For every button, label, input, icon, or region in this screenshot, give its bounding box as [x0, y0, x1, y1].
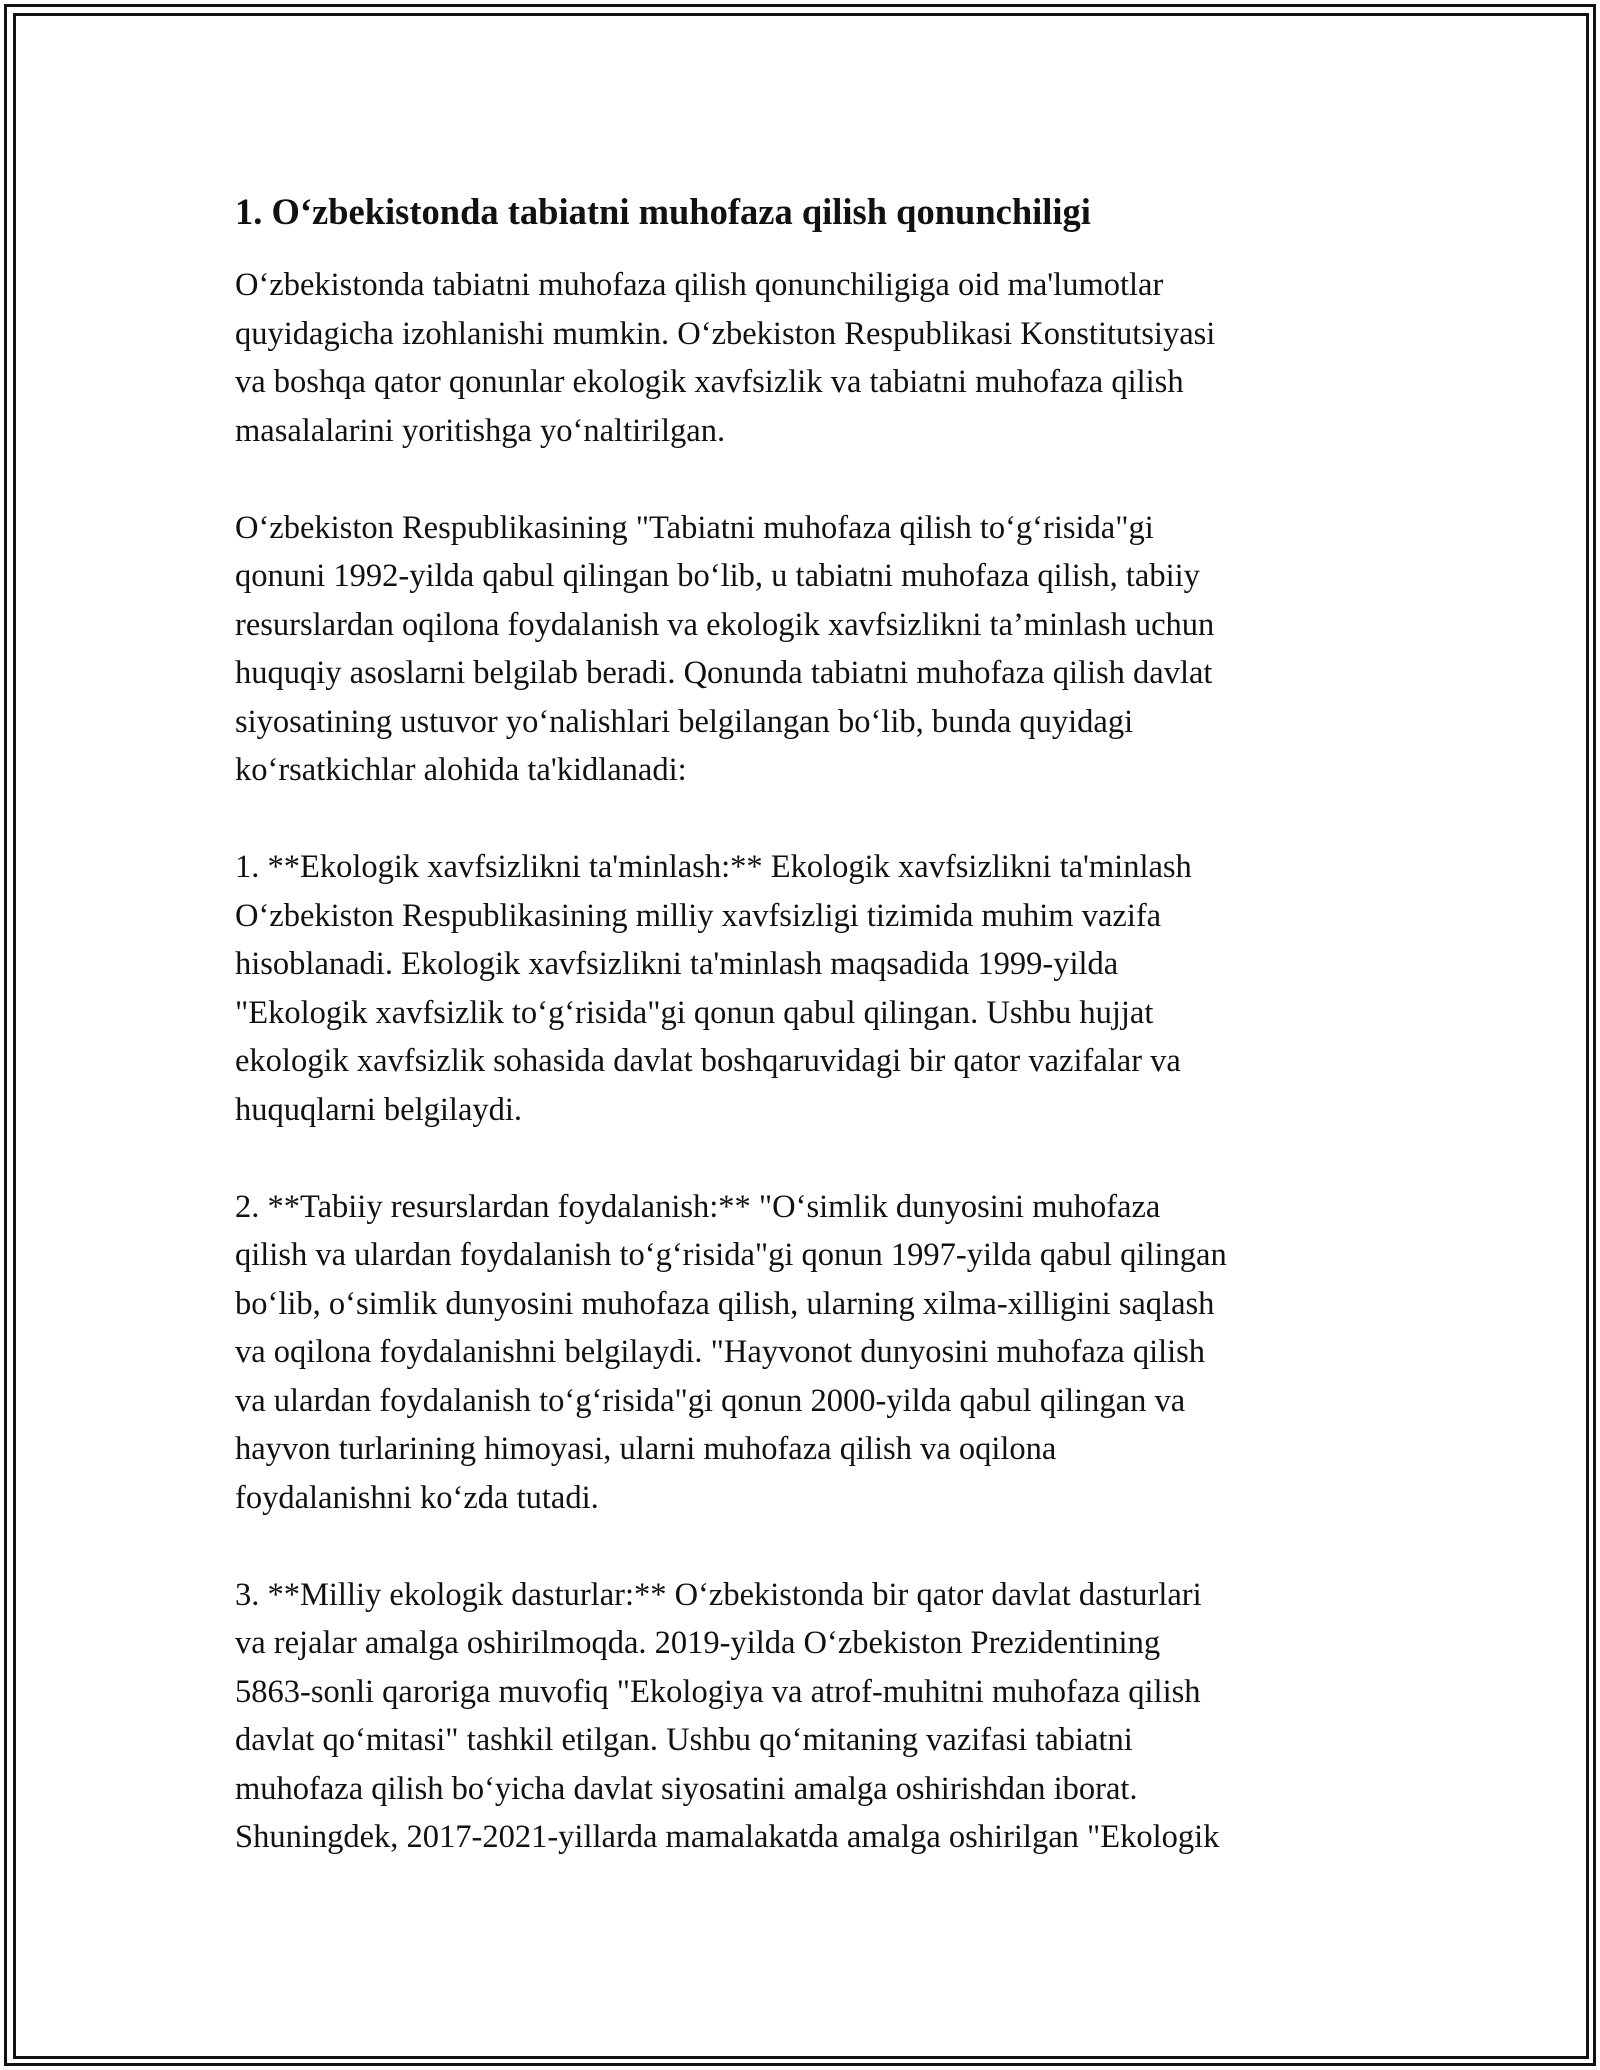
paragraph-law-1992 — [235, 504, 1375, 795]
text-line: va boshqa qator qonunlar ekologik xavfsizlik va tabiatni muhofaza qilish — [235, 364, 1184, 400]
text-line: 3. **Milliy ekologik dasturlar:** O‘zbekistonda bir qator davlat dasturlari — [235, 1576, 1202, 1613]
text-line: O‘zbekiston Respublikasining milliy xavfsizligi tizimida muhim vazifa — [235, 897, 1162, 934]
text-line: huquqlarni belgilaydi. — [235, 1091, 523, 1128]
text-line: quyidagicha izohlanishi mumkin. O‘zbekiston Respublikasi Konstitutsiyasi — [235, 315, 1216, 352]
list-item-national-programs — [235, 1571, 1375, 1862]
text-line: muhofaza qilish bo‘yicha davlat siyosatini amalga oshirishdan iborat. — [235, 1770, 1138, 1807]
text-line: va oqilona foydalanishni belgilaydi. "Hayvonot dunyosini muhofaza qilish — [235, 1334, 1206, 1370]
text-line: ekologik xavfsizlik sohasida davlat boshqaruvidagi bir qator vazifalar va — [235, 1043, 1181, 1079]
text-line: hisoblanadi. Ekologik xavfsizlikni ta'minlash maqsadida 1999-yilda — [235, 946, 1119, 982]
text-line: ko‘rsatkichlar alohida ta'kidlanadi: — [235, 752, 687, 788]
list-item-natural-resources — [235, 1183, 1375, 1523]
text-line: hayvon turlarining himoyasi, ularni muhofaza qilish va oqilona — [235, 1431, 1057, 1467]
paragraph-intro — [235, 261, 1375, 455]
text-line: bo‘lib, o‘simlik dunyosini muhofaza qilish, ularning xilma-xilligini saqlash — [235, 1285, 1215, 1322]
text-line: masalalarini yoritishga yo‘naltirilgan. — [235, 412, 726, 449]
text-line: 2. **Tabiiy resurslardan foydalanish:** "O‘simlik dunyosini muhofaza — [235, 1188, 1161, 1225]
text-line: va rejalar amalga oshirilmoqda. 2019-yilda O‘zbekiston Prezidentining — [235, 1625, 1161, 1661]
text-line: qonuni 1992-yilda qabul qilingan bo‘lib, u tabiatni muhofaza qilish, tabiiy — [235, 558, 1200, 594]
text-line: siyosatining ustuvor yo‘nalishlari belgilangan bo‘lib, bunda quyidagi — [235, 703, 1134, 740]
text-line: O‘zbekiston Respublikasining "Tabiatni muhofaza qilish to‘g‘risida"gi — [235, 509, 1154, 546]
document-title: 1. O‘zbekistonda tabiatni muhofaza qilish qonunchiligi — [235, 191, 1091, 232]
text-line: O‘zbekistonda tabiatni muhofaza qilish qonunchiligiga oid ma'lumotlar — [235, 267, 1164, 303]
list-item-ecological-security — [235, 843, 1375, 1134]
text-line: resurslardan oqilona foydalanish va ekologik xavfsizlikni ta’minlash uchun — [235, 606, 1215, 643]
text-line: 1. **Ekologik xavfsizlikni ta'minlash:** Ekologik xavfsizlikni ta'minlash — [235, 849, 1192, 885]
text-line: huquqiy asoslarni belgilab beradi. Qonunda tabiatni muhofaza qilish davlat — [235, 655, 1213, 691]
text-line: va ulardan foydalanish to‘g‘risida"gi qonun 2000-yilda qabul qilingan va — [235, 1382, 1186, 1419]
text-line: 5863-sonli qaroriga muvofiq "Ekologiya va atrof-muhitni muhofaza qilish — [235, 1673, 1201, 1710]
text-line: "Ekologik xavfsizlik to‘g‘risida"gi qonun qabul qilingan. Ushbu hujjat — [235, 994, 1154, 1031]
document-body — [235, 188, 1375, 1910]
text-line: Shuningdek, 2017-2021-yillarda mamalakatda amalga oshirilgan "Ekologik — [235, 1819, 1220, 1855]
text-line: davlat qo‘mitasi" tashkil etilgan. Ushbu qo‘mitaning vazifasi tabiatni — [235, 1722, 1133, 1758]
text-line: foydalanishni ko‘zda tutadi. — [235, 1479, 599, 1516]
text-line: qilish va ulardan foydalanish to‘g‘risida"gi qonun 1997-yilda qabul qilingan — [235, 1237, 1227, 1273]
